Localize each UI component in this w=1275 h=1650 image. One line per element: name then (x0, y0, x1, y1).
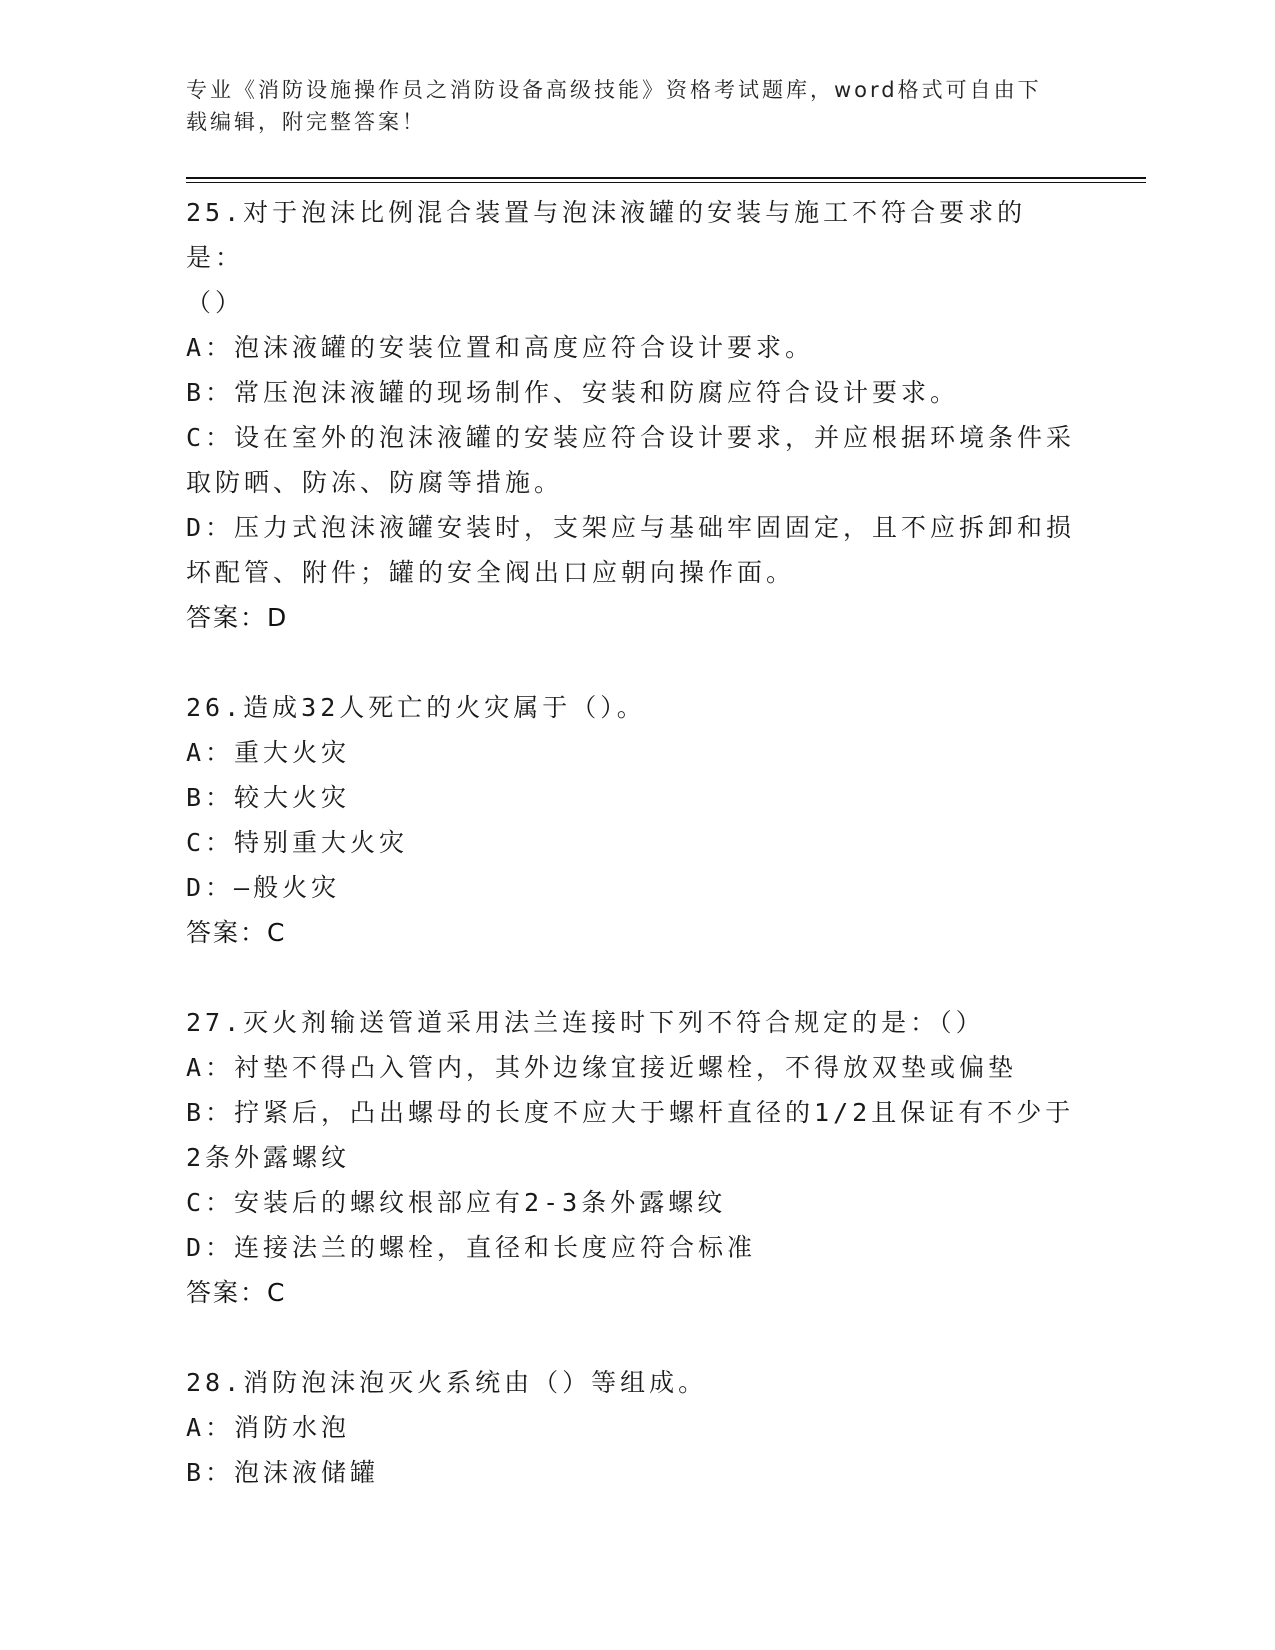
answer-option: A：衬垫不得凸入管内，其外边缘宜接近螺栓，不得放双垫或偏垫 (186, 1053, 1018, 1082)
header-divider-thick (186, 177, 1146, 179)
question-block (186, 1000, 1076, 1315)
answer-key: 答案：D (186, 603, 289, 632)
question-stem: （） (186, 288, 245, 317)
question-block (186, 190, 1076, 640)
answer-option: 取防晒、防冻、防腐等措施。 (186, 468, 564, 497)
question-stem: 28.消防泡沫泡灭火系统由（）等组成。 (186, 1368, 708, 1397)
header-divider-thin (186, 182, 1146, 183)
answer-option: 坏配管、附件；罐的安全阀出口应朝向操作面。 (186, 558, 796, 587)
question-stem: 27.灭火剂输送管道采用法兰连接时下列不符合规定的是：（） (186, 1008, 985, 1037)
question-block (186, 1360, 1076, 1495)
question-stem: 25.对于泡沫比例混合装置与泡沫液罐的安装与施工不符合要求的是： (186, 198, 1027, 272)
answer-option: A：消防水泡 (186, 1413, 351, 1442)
answer-option: D：—般火灾 (186, 873, 341, 902)
answer-option: B：拧紧后，凸出螺母的长度不应大于螺杆直径的1/2且保证有不少于 (186, 1098, 1075, 1127)
answer-option: D：连接法兰的螺栓，直径和长度应符合标准 (186, 1233, 757, 1262)
answer-option: A：重大火灾 (186, 738, 351, 767)
question-block (186, 685, 1076, 955)
answer-option: 2条外露螺纹 (186, 1143, 351, 1172)
header-line-2: 载编辑，附完整答案！ (186, 110, 426, 134)
answer-option: D：压力式泡沫液罐安装时，支架应与基础牢固固定，且不应拆卸和损 (186, 513, 1076, 542)
answer-key: 答案：C (186, 1278, 287, 1307)
answer-option: B：较大火灾 (186, 783, 351, 812)
answer-option: A：泡沫液罐的安装位置和高度应符合设计要求。 (186, 333, 815, 362)
answer-option: C：特别重大火灾 (186, 828, 409, 857)
answer-option: C：设在室外的泡沫液罐的安装应符合设计要求，并应根据环境条件采 (186, 423, 1076, 452)
answer-option: B：泡沫液储罐 (186, 1458, 380, 1487)
answer-option: B：常压泡沫液罐的现场制作、安装和防腐应符合设计要求。 (186, 378, 960, 407)
question-list (186, 190, 1076, 1540)
header-line-1: 专业《消防设施操作员之消防设备高级技能》资格考试题库，word格式可自由下 (186, 78, 1042, 102)
question-stem: 26.造成32人死亡的火灾属于（）。 (186, 693, 646, 722)
document-header (186, 74, 1066, 138)
answer-key: 答案：C (186, 918, 287, 947)
answer-option: C：安装后的螺纹根部应有2-3条外露螺纹 (186, 1188, 727, 1217)
